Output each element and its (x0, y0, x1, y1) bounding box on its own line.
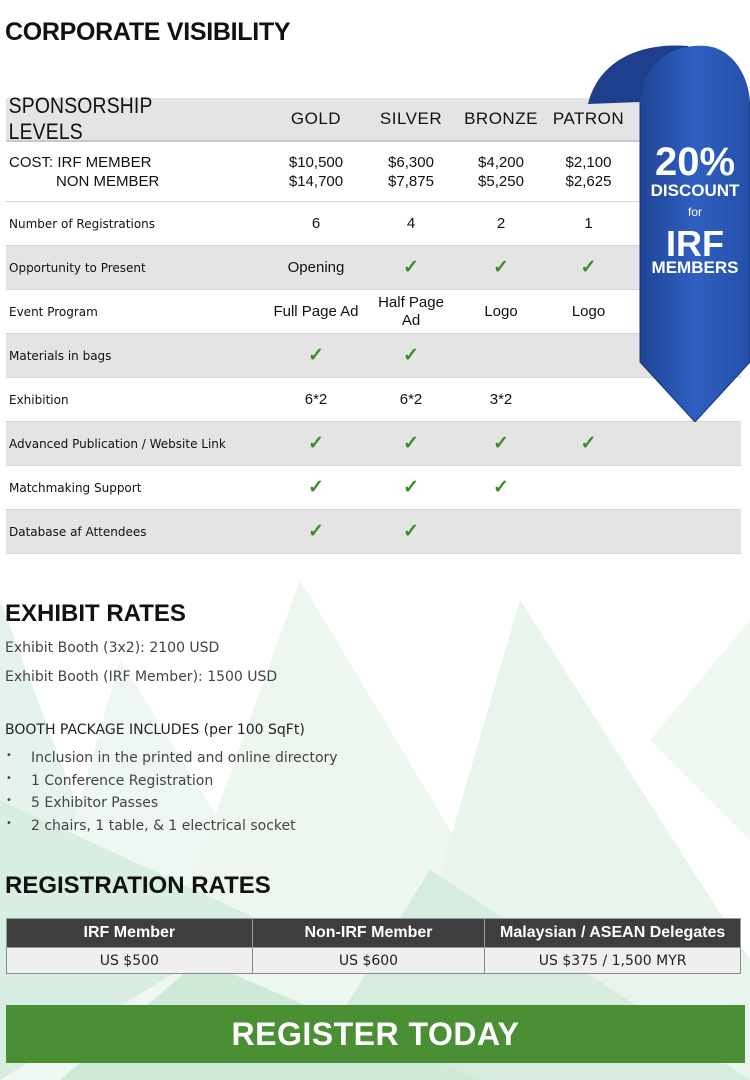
cell-patron: Logo (571, 303, 606, 320)
table-row (7, 948, 741, 974)
level-silver: SILVER (379, 109, 443, 128)
level-gold: GOLD (290, 109, 342, 128)
list-item-text: 2 chairs, 1 table, & 1 electrical socket (31, 817, 296, 834)
row-label: Materials in bags (9, 348, 112, 363)
booth-package-title: BOOTH PACKAGE INCLUDES (per 100 SqFt) (5, 722, 305, 738)
bullet-icon: • (6, 817, 12, 829)
rate-irf-member: US $500 (7, 948, 253, 974)
discount-ribbon (588, 42, 750, 422)
ribbon-discount: DISCOUNT (650, 181, 740, 200)
check-icon: ✓ (403, 257, 419, 278)
list-item (5, 773, 338, 796)
table-row (6, 466, 741, 510)
check-icon: ✓ (308, 345, 324, 366)
cost-gold-member: $10,500 (288, 153, 344, 171)
check-icon: ✓ (580, 433, 597, 454)
ribbon-members: MEMBERS (651, 258, 739, 277)
cell-bronze: 2 (496, 215, 506, 232)
corporate-visibility-title: CORPORATE VISIBILITY (5, 18, 291, 46)
cell-bronze: Logo (484, 303, 518, 320)
list-item-text: 1 Conference Registration (31, 772, 214, 789)
cost-silver-non-member: $7,875 (388, 172, 434, 190)
row-label: Exhibition (9, 392, 69, 407)
cost-non-member-label: NON MEMBER (56, 172, 160, 190)
cost-bronze-member: $4,200 (478, 153, 524, 171)
cell-gold: 6 (311, 215, 321, 232)
cost-gold (261, 153, 371, 191)
ribbon-for: for (687, 205, 702, 219)
list-item (5, 795, 338, 818)
check-icon: ✓ (308, 477, 324, 498)
check-icon: ✓ (403, 433, 419, 454)
cost-gold-non-member: $14,700 (288, 172, 344, 190)
check-icon: ✓ (493, 433, 509, 454)
table-row (6, 510, 741, 554)
bullet-icon: • (6, 750, 12, 761)
bullet-icon: • (6, 795, 12, 806)
column-asean-delegates: Malaysian / ASEAN Delegates (485, 919, 741, 948)
cell-gold: Opening (287, 259, 345, 276)
row-label: Matchmaking Support (9, 480, 142, 495)
exhibit-booth-member-rate: Exhibit Booth (IRF Member): 1500 USD (5, 669, 278, 685)
list-item-text: Inclusion in the printed and online directory (31, 750, 338, 766)
cost-patron-non-member: $2,625 (565, 172, 612, 190)
exhibit-rates-title: EXHIBIT RATES (5, 600, 186, 627)
ribbon-irf: IRF (666, 223, 724, 264)
cell-gold: Full Page Ad (273, 303, 359, 320)
cell-silver: Half Page Ad (378, 293, 444, 329)
check-icon: ✓ (493, 477, 509, 498)
check-icon: ✓ (403, 521, 419, 542)
row-label: Database af Attendees (9, 524, 147, 539)
cell-silver: 4 (406, 215, 416, 232)
cost-member-label: COST: IRF MEMBER (9, 153, 152, 171)
check-icon: ✓ (580, 257, 597, 278)
check-icon: ✓ (308, 433, 324, 454)
cell-gold: 6*2 (304, 391, 328, 408)
row-label: Number of Registrations (9, 216, 156, 231)
ribbon-percent: 20% (654, 140, 736, 184)
row-label: Advanced Publication / Website Link (9, 436, 226, 451)
registration-table (6, 918, 741, 974)
level-bronze: BRONZE (464, 109, 538, 128)
table-row (6, 422, 741, 466)
cost-silver-member: $6,300 (388, 153, 434, 171)
cell-silver: 6*2 (399, 391, 423, 408)
register-today-button[interactable]: REGISTER TODAY (6, 1005, 745, 1063)
cost-label (6, 153, 261, 191)
exhibit-booth-rate: Exhibit Booth (3x2): 2100 USD (5, 640, 220, 656)
registration-header-row (7, 919, 741, 948)
list-item-text: 5 Exhibitor Passes (31, 795, 159, 811)
sponsorship-levels-label: SPONSORSHIP LEVELS (8, 93, 153, 144)
check-icon: ✓ (493, 257, 509, 278)
bullet-icon: • (6, 772, 12, 784)
cost-bronze (451, 153, 551, 191)
level-patron: PATRON (552, 109, 625, 128)
cell-patron: 1 (584, 215, 593, 232)
check-icon: ✓ (403, 477, 419, 498)
list-item (5, 818, 338, 841)
row-label: Event Program (9, 304, 98, 319)
rate-non-irf-member: US $600 (252, 948, 485, 974)
cost-patron-member: $2,100 (565, 153, 612, 171)
column-non-irf-member: Non-IRF Member (252, 919, 485, 948)
cost-bronze-non-member: $5,250 (478, 172, 524, 190)
row-label: Opportunity to Present (9, 260, 146, 275)
check-icon: ✓ (308, 521, 324, 542)
cost-silver (371, 153, 451, 191)
check-icon: ✓ (403, 345, 419, 366)
rate-asean-delegates: US $375 / 1,500 MYR (485, 948, 741, 974)
list-item (5, 750, 338, 773)
column-irf-member: IRF Member (7, 919, 253, 948)
registration-rates-title: REGISTRATION RATES (5, 872, 271, 899)
booth-package-list (5, 750, 338, 840)
cell-bronze: 3*2 (489, 391, 513, 408)
